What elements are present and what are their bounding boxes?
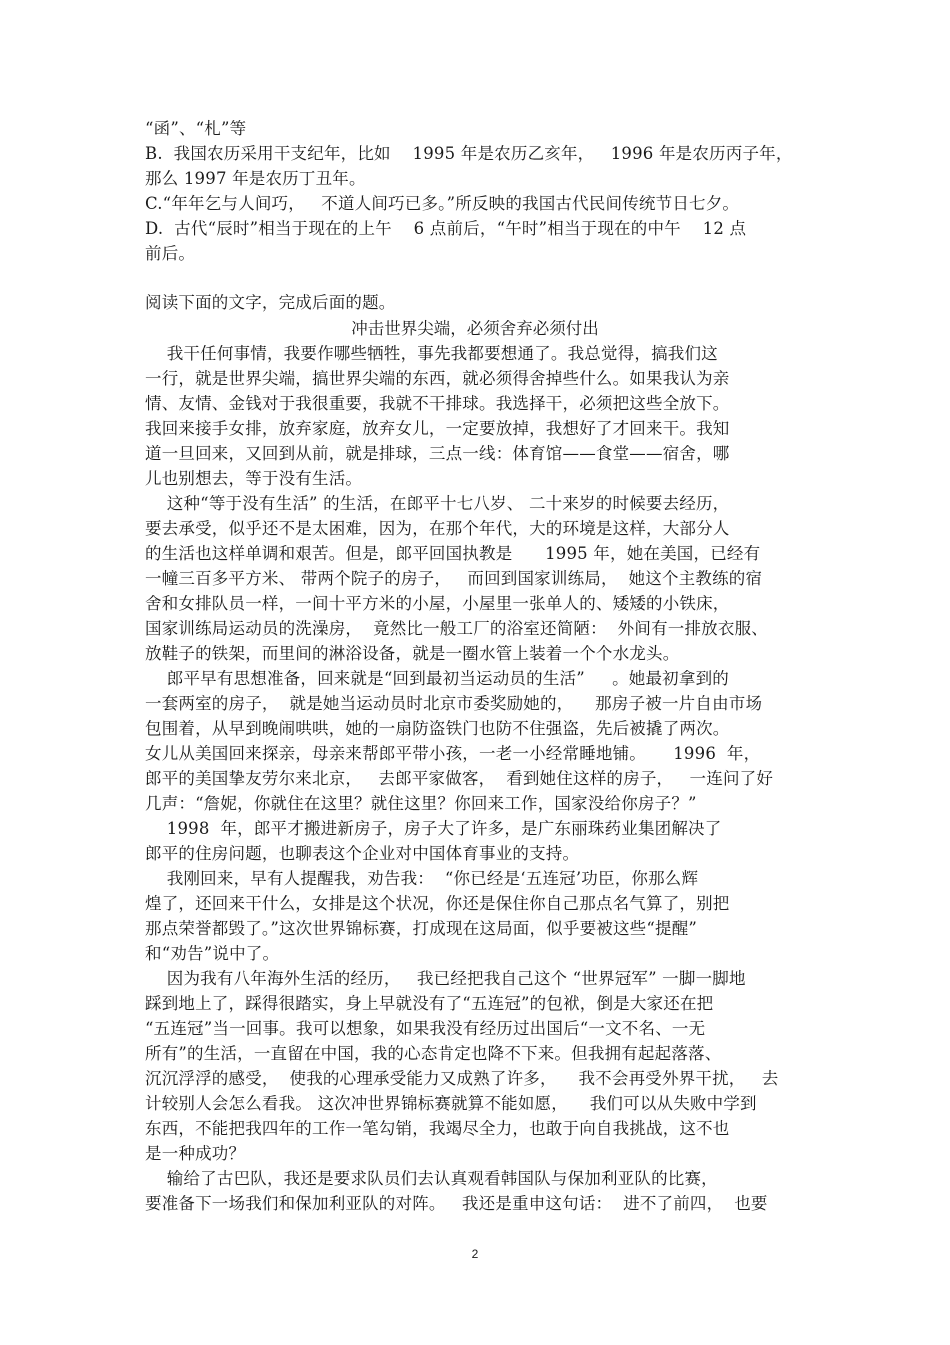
option-d-line-2: 前后。 (145, 244, 196, 263)
article-line: 女儿从美国回来探亲，母亲来帮郎平带小孩，一老一小经常睡地铺。 1996 年， (145, 744, 761, 763)
option-d-line-1: D. 古代“辰时”相当于现在的上午 6 点前后，“午时”相当于现在的中午 12 点 (145, 219, 747, 238)
article-line: 所有”的生活，一直留在中国，我的心态肯定也降不下来。但我拥有起起落落、 (145, 1044, 722, 1063)
article-line: 情、友情、金钱对于我很重要，我就不干排球。我选择干，必须把这些全放下。 (145, 394, 730, 413)
article-line: 踩到地上了，踩得很踏实，身上早就没有了“五连冠”的包袱，倒是大家还在把 (145, 994, 714, 1013)
article-line: 煌了，还回来干什么，女排是这个状况，你还是保住你自己那点名气算了，别把 (145, 894, 730, 913)
article-line: 一行，就是世界尖端，搞世界尖端的东西，就必须得舍掉些什么。如果我认为亲 (145, 369, 730, 388)
article-line: 郎平的住房问题，也聊表这个企业对中国体育事业的支持。 (145, 844, 580, 863)
article-line: 和“劝告”说中了。 (145, 944, 280, 963)
article-line: 包围着，从早到晚闹哄哄，她的一扇防盗铁门也防不住强盗，先后被撬了两次。 (145, 719, 730, 738)
article-line: 这种“等于没有生活” 的生活，在郎平十七八岁、 二十来岁的时候要去经历， (145, 494, 730, 513)
page-number: 2 (471, 1247, 479, 1261)
article-line: 东西，不能把我四年的工作一笔勾销，我竭尽全力，也敢于向自我挑战，这不也 (145, 1119, 730, 1138)
article-line: 一幢三百多平方米、 带两个院子的房子， 而回到国家训练局， 她这个主教练的宿 (145, 569, 763, 588)
article-line: 要准备下一场我们和保加利亚队的对阵。 我还是重申这句话： 进不了前四， 也要 (145, 1194, 768, 1213)
article-line: 道一旦回来，又回到从前，就是排球，三点一线：体育馆——食堂——宿舍，哪 (145, 444, 730, 463)
article-line: 沉沉浮浮的感受， 使我的心理承受能力又成熟了许多， 我不会再受外界干扰， 去 (145, 1069, 779, 1088)
option-b-line-1: B. 我国农历采用干支纪年，比如 1995 年是农历乙亥年， 1996 年是农历丙子年， (145, 144, 793, 163)
article-line: “五连冠”当一回事。我可以想象，如果我没有经历过出国后“一文不名、一无 (145, 1019, 706, 1038)
article-line: 计较别人会怎么看我。 这次冲世界锦标赛就算不能如愿， 我们可以从失败中学到 (145, 1094, 757, 1113)
article-line: 我干任何事情，我要作哪些牺牲，事先我都要想通了。我总觉得，搞我们这 (145, 344, 718, 363)
option-c-line-1: C.“年年乞与人间巧， 不道人间巧已多。”所反映的我国古代民间传统节日七夕。 (145, 194, 740, 213)
reading-instruction: 阅读下面的文字，完成后面的题。 (145, 293, 396, 312)
article-line: 舍和女排队员一样，一间十平方米的小屋，小屋里一张单人的、矮矮的小铁床， (145, 594, 730, 613)
article-line: 儿也别想去，等于没有生活。 (145, 469, 363, 488)
article-line: 的生活也这样单调和艰苦。但是，郎平回国执教是 1995 年，她在美国，已经有 (145, 544, 761, 563)
article-line: 因为我有八年海外生活的经历， 我已经把我自己这个 “世界冠军” 一脚一脚地 (145, 969, 746, 988)
article-line: 国家训练局运动员的洗澡房， 竟然比一般工厂的浴室还简陋： 外间有一排放衣服、 (145, 619, 768, 638)
article-line: 我刚回来，早有人提醒我，劝告我： “你已经是‘五连冠’功臣，你那么辉 (145, 869, 699, 888)
article-line: 郎平的美国挚友劳尔来北京， 去郎平家做客， 看到她住这样的房子， 一连问了好 (145, 769, 774, 788)
option-b-line-2: 那么 1997 年是农历丁丑年。 (145, 169, 366, 188)
article-line: 1998 年，郎平才搬进新房子，房子大了许多，是广东丽珠药业集团解决了 (145, 819, 722, 838)
article-line: 我回来接手女排，放弃家庭，放弃女儿，一定要放掉，我想好了才回来干。我知 (145, 419, 730, 438)
article-line: 几声：“詹妮，你就住在这里？就住这里？你回来工作，国家没给你房子？” (145, 794, 697, 813)
article-line: 要去承受，似乎还不是太困难，因为，在那个年代，大的环境是这样，大部分人 (145, 519, 730, 538)
option-a-continuation: “函”、“札”等 (145, 119, 247, 138)
article-line: 那点荣誉都毁了。”这次世界锦标赛，打成现在这局面，似乎要被这些“提醒” (145, 919, 698, 938)
article-line: 放鞋子的铁架，而里间的淋浴设备，就是一圈水管上装着一个个水龙头。 (145, 644, 680, 663)
article-line: 是一种成功？ (145, 1144, 246, 1163)
article-line: 输给了古巴队，我还是要求队员们去认真观看韩国队与保加利亚队的比赛， (145, 1169, 718, 1188)
article-line: 郎平早有思想准备，回来就是“回到最初当运动员的生活” 。她最初拿到的 (145, 669, 729, 688)
article-line: 一套两室的房子， 就是她当运动员时北京市委奖励她的， 那房子被一片自由市场 (145, 694, 763, 713)
article-title: 冲击世界尖端，必须舍弃必须付出 (351, 319, 599, 338)
